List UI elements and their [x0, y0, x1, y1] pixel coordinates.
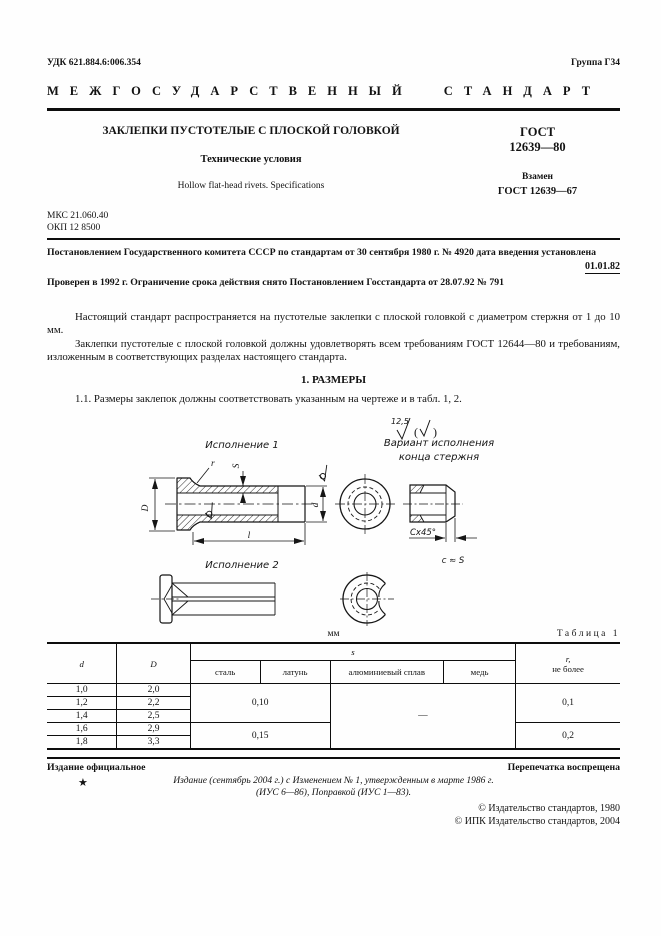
col-header-aluminium: алюминиевый сплав	[330, 661, 443, 684]
clause-1-1: 1.1. Размеры заклепок должны соответствовать указанным на чертеже и в табл. 1, 2.	[75, 392, 462, 405]
execution2-end-view	[340, 572, 394, 626]
divider	[47, 238, 620, 240]
dimension-r: r	[211, 459, 215, 469]
dimension-l: l	[247, 531, 251, 541]
cell-s-alum-copper: —	[330, 684, 516, 750]
footer-divider	[47, 757, 620, 759]
star-icon: ★	[78, 777, 88, 789]
title-block	[47, 125, 620, 197]
copyright-block	[47, 802, 620, 828]
col-header-copper: медь	[443, 661, 515, 684]
requirements-paragraph: Заклепки пустотелые с плоской головкой должны удовлетворять всем требованиям ГОСТ 12644—80 и требованиям, изложенным в соответствующих разделах настоящего стандарта.	[47, 337, 620, 363]
classification-codes	[47, 211, 620, 234]
check-note: Проверен в 1992 г. Ограничение срока действия снято Постановлением Госстандарта от 28.07.92 № 791	[47, 276, 505, 288]
rivet-drawing-svg	[47, 409, 620, 629]
cell-d: 1,4	[47, 710, 117, 723]
cell-d: 1,0	[47, 684, 117, 697]
roughness-value: 12,5	[391, 417, 409, 426]
col-header-s: s	[190, 643, 515, 661]
chamfer-dimension: Сх45°	[410, 528, 437, 538]
okp-code: ОКП 12 8500	[47, 222, 101, 233]
reprint-prohibited-label: Перепечатка воспрещена	[507, 762, 620, 773]
footer-row	[47, 762, 620, 773]
cell-D: 2,5	[117, 710, 190, 723]
udk-code: УДК 621.884.6:006.354	[47, 58, 141, 68]
group-code: Группа Г34	[571, 58, 620, 68]
edition-note-line1: Издание (сентябрь 2004 г.) с Изменением № 1, утвержденным в марте 1986 г.	[173, 776, 494, 786]
variant-label-line1: Вариант исполнения	[383, 438, 495, 449]
execution1-label: Исполнение 1	[205, 440, 279, 451]
gost-label: ГОСТ	[520, 125, 555, 139]
execution2-side-view	[151, 575, 275, 623]
cell-r: 0,2	[516, 723, 620, 750]
edition-note-block	[47, 776, 620, 799]
copyright-1980: © Издательство стандартов, 1980	[478, 803, 620, 814]
col-header-brass: латунь	[260, 661, 330, 684]
table-caption-row	[47, 629, 620, 642]
standard-type-header: МЕЖГОСУДАРСТВЕННЫЙ СТАНДАРТ	[47, 84, 602, 98]
col-header-r: r, не более	[516, 643, 620, 684]
replaced-standard: ГОСТ 12639—67	[497, 186, 578, 197]
top-identifiers	[47, 58, 620, 68]
decree-paragraph: Постановлением Государственного комитета СССР по стандартам от 30 сентября 1980 г. № 4920 дата введения установлена	[47, 247, 597, 258]
execution2-label: Исполнение 2	[205, 560, 279, 571]
units-label: мм	[327, 629, 340, 639]
document-title: ЗАКЛЕПКИ ПУСТОТЕЛЫЕ С ПЛОСКОЙ ГОЛОВКОЙ	[102, 125, 400, 137]
cell-D: 2,9	[117, 723, 190, 736]
document-title-english: Hollow flat-head rivets. Specifications	[177, 181, 325, 191]
copyright-2004: © ИПК Издательство стандартов, 2004	[454, 816, 620, 827]
cell-s-steel-brass: 0,10	[190, 684, 330, 723]
dimension-d: d	[311, 502, 321, 508]
dimension-S: S	[232, 463, 242, 469]
official-edition-label: Издание официальное	[47, 762, 146, 773]
col-header-d: d	[47, 643, 117, 684]
cell-r: 0,1	[516, 684, 620, 723]
scope-paragraph: Настоящий стандарт распространяется на пустотелые заклепки с плоской головкой с диаметром стержня от 1 до 10 мм.	[47, 310, 620, 336]
chamfer-note: с ≈ S	[441, 556, 465, 566]
section-1-title: 1. РАЗМЕРЫ	[300, 373, 367, 386]
cell-D: 2,0	[117, 684, 190, 697]
cell-d: 1,6	[47, 723, 117, 736]
gost-number: 12639—80	[509, 140, 566, 154]
cell-d: 1,8	[47, 736, 117, 750]
variant-label-line2: конца стержня	[398, 452, 480, 463]
cell-s-steel-brass: 0,15	[190, 723, 330, 750]
execution1-section-view	[149, 465, 330, 545]
execution1-end-view	[335, 474, 395, 534]
rivet-drawing	[47, 409, 620, 629]
table-1-caption: Таблица 1	[556, 629, 620, 639]
surface-roughness-icon	[391, 417, 437, 439]
edition-note-line2: (ИУС 6—86), Поправкой (ИУС 1—83).	[255, 787, 412, 798]
divider	[47, 108, 620, 111]
paren-close: )	[433, 425, 437, 439]
roughness-icon	[317, 465, 330, 482]
document-subtitle: Технические условия	[200, 154, 302, 165]
cell-D: 3,3	[117, 736, 190, 750]
col-header-D: D	[117, 643, 190, 684]
dimension-D: D	[141, 504, 151, 512]
replaces-label: Взамен	[521, 172, 554, 182]
col-header-steel: сталь	[190, 661, 260, 684]
table-1	[47, 642, 620, 750]
paren-open: (	[414, 425, 418, 439]
cell-d: 1,2	[47, 697, 117, 710]
mks-code: МКС 21.060.40	[47, 211, 109, 221]
effective-date: 01.01.82	[585, 260, 620, 272]
table-row	[47, 684, 620, 697]
cell-D: 2,2	[117, 697, 190, 710]
